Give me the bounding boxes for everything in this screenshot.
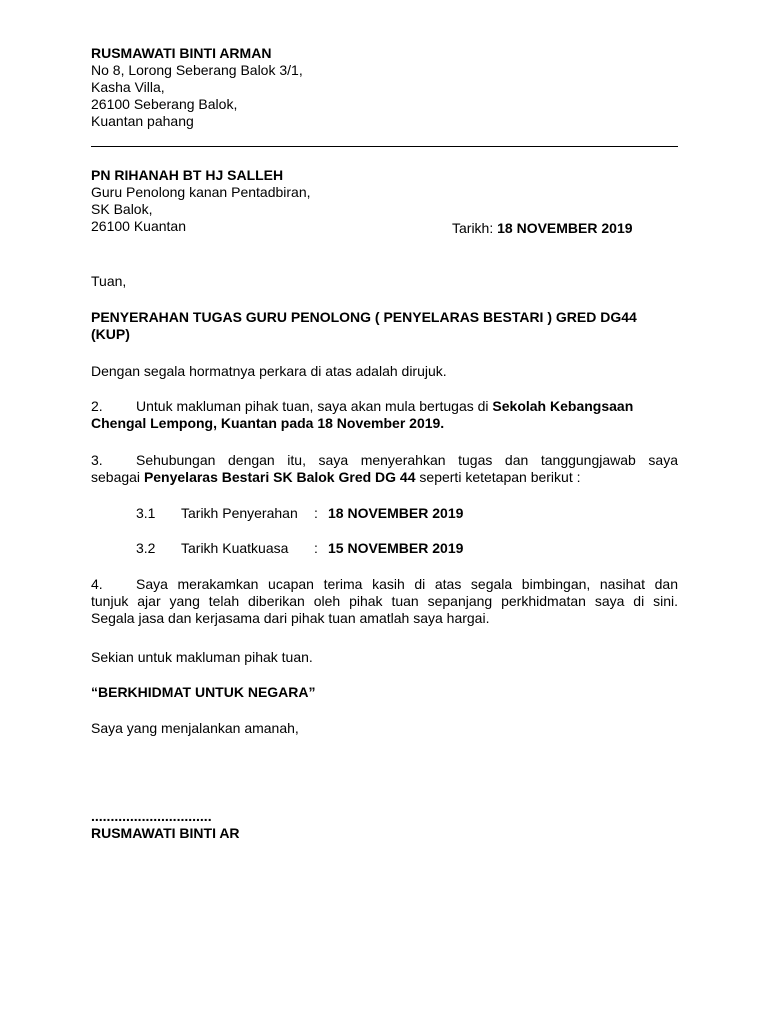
- item-separator: :: [314, 505, 318, 521]
- paragraph-number: 3.: [91, 452, 103, 468]
- item-label: Tarikh Kuatkuasa: [181, 540, 289, 556]
- sender-name: RUSMAWATI BINTI ARMAN: [91, 45, 272, 61]
- recipient-block: [91, 167, 311, 235]
- subject: [91, 309, 637, 343]
- sender-address-line: No 8, Lorong Seberang Balok 3/1,: [91, 62, 303, 78]
- paragraph-4: [91, 576, 678, 627]
- subject-line: (KUP): [91, 326, 130, 342]
- paragraph-text: tunjuk ajar yang telah diberikan oleh pihak tuan sepanjang perkhidmatan saya di sini.: [91, 593, 678, 609]
- motto: “BERKHIDMAT UNTUK NEGARA”: [91, 684, 316, 700]
- intro-paragraph: Dengan segala hormatnya perkara di atas adalah dirujuk.: [91, 363, 447, 379]
- paragraph-number: 4.: [91, 576, 103, 592]
- header-divider: [91, 146, 678, 147]
- signature-line: ...............................: [91, 808, 212, 824]
- sender-address-line: Kasha Villa,: [91, 79, 165, 95]
- date-value: 18 NOVEMBER 2019: [497, 220, 633, 236]
- subject-line: PENYERAHAN TUGAS GURU PENOLONG ( PENYELARAS BESTARI ) GRED DG44: [91, 309, 637, 325]
- list-item: [136, 540, 463, 557]
- item-number: 3.1: [136, 505, 156, 521]
- paragraph-text: sebagai: [91, 469, 144, 485]
- closing-line: Sekian untuk makluman pihak tuan.: [91, 649, 313, 665]
- date-label: Tarikh:: [452, 220, 498, 236]
- item-value: 15 NOVEMBER 2019: [328, 540, 464, 556]
- recipient-line: 26100 Kuantan: [91, 218, 186, 234]
- signoff: Saya yang menjalankan amanah,: [91, 720, 299, 736]
- paragraph-text: Saya merakamkan ucapan terima kasih di atas segala bimbingan, nasihat dan: [136, 576, 678, 592]
- paragraph-text: Untuk makluman pihak tuan, saya akan mula bertugas di: [136, 398, 493, 414]
- signature-name: RUSMAWATI BINTI AR: [91, 825, 240, 841]
- recipient-line: SK Balok,: [91, 201, 153, 217]
- item-separator: :: [314, 540, 318, 556]
- recipient-line: Guru Penolong kanan Pentadbiran,: [91, 184, 311, 200]
- list-item: [136, 505, 463, 522]
- paragraph-text: Sehubungan dengan itu, saya menyerahkan tugas dan tanggungjawab saya: [136, 452, 678, 468]
- sender-address-line: Kuantan pahang: [91, 113, 194, 129]
- school-name-cont: Chengal Lempong, Kuantan pada 18 November 2019.: [91, 415, 445, 431]
- paragraph-text: Segala jasa dan kerjasama dari pihak tuan amatlah saya hargai.: [91, 610, 490, 626]
- item-value: 18 NOVEMBER 2019: [328, 505, 464, 521]
- signature-block: [91, 808, 240, 842]
- paragraph-number: 2.: [91, 398, 103, 414]
- position-name: Penyelaras Bestari SK Balok Gred DG 44: [143, 469, 416, 485]
- paragraph-3: [91, 452, 678, 486]
- paragraph-2: [91, 398, 678, 432]
- letter-date: [452, 220, 633, 237]
- school-name: Sekolah Kebangsaan: [492, 398, 634, 414]
- sender-address-line: 26100 Seberang Balok,: [91, 96, 238, 112]
- recipient-name: PN RIHANAH BT HJ SALLEH: [91, 167, 284, 183]
- sender-block: [91, 45, 303, 130]
- salutation: Tuan,: [91, 273, 127, 289]
- item-number: 3.2: [136, 540, 156, 556]
- paragraph-text: seperti ketetapan berikut :: [415, 469, 581, 485]
- item-label: Tarikh Penyerahan: [181, 505, 298, 521]
